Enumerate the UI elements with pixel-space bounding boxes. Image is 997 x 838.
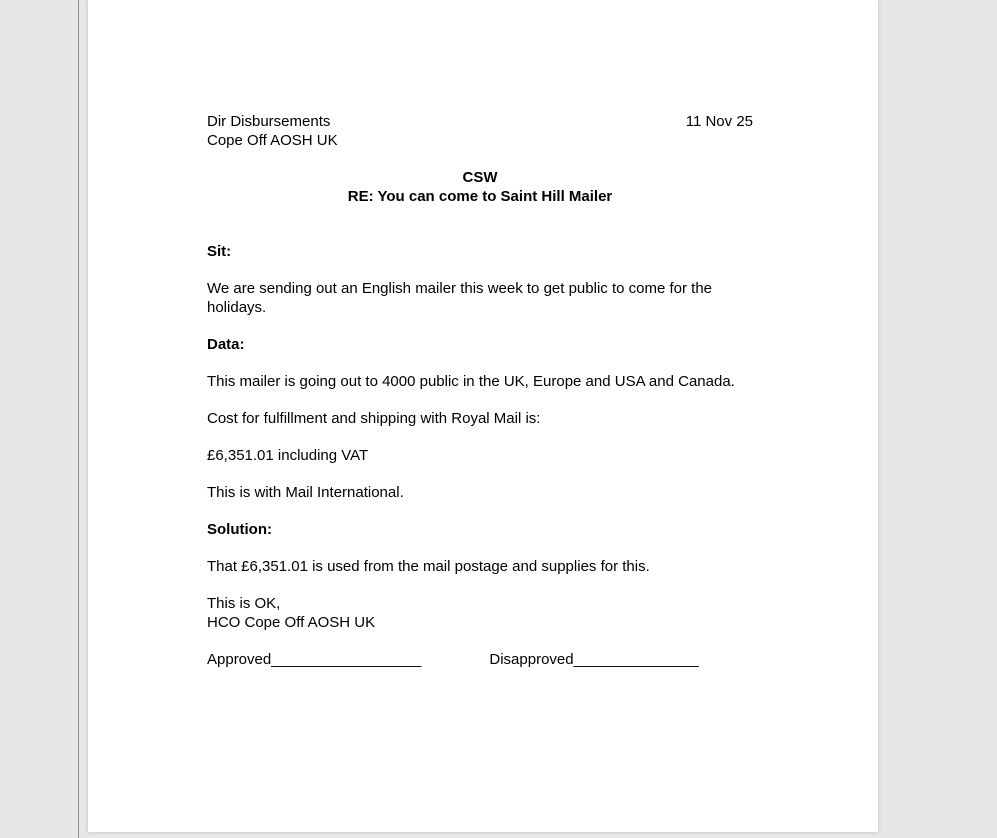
closing-line-1: This is OK, (207, 595, 281, 612)
disapproved-label: Disapproved (489, 651, 574, 668)
memo-title (207, 168, 753, 206)
closing-block (207, 594, 753, 632)
disapproved-signature-line: _______________ (573, 651, 699, 668)
approved-group (207, 650, 421, 669)
sender-block (207, 112, 338, 150)
memo-header (207, 112, 753, 150)
approved-signature-line: __________________ (271, 651, 422, 668)
body-paragraph: Cost for fulfillment and shipping with Royal Mail is: (207, 410, 541, 427)
body-paragraph: That £6,351.01 is used from the mail postage and supplies for this. (207, 558, 650, 575)
sender-line-1: Dir Disbursements (207, 113, 331, 130)
memo-title-line-1: CSW (462, 169, 498, 186)
body-paragraph: This mailer is going out to 4000 public in the UK, Europe and USA and Canada. (207, 373, 735, 390)
memo-date: 11 Nov 25 (685, 113, 753, 130)
approved-label: Approved (207, 651, 272, 668)
body-paragraph: £6,351.01 including VAT (207, 447, 369, 464)
body-paragraph: This is with Mail International. (207, 484, 404, 501)
section-heading-data: Data: (207, 336, 245, 353)
disapproved-group (489, 650, 698, 669)
section-heading-sit: Sit: (207, 243, 232, 260)
body-paragraph: We are sending out an English mailer this week to get public to come for the holidays. (207, 280, 712, 316)
closing-line-2: HCO Cope Off AOSH UK (207, 614, 376, 631)
document-page (88, 0, 878, 832)
left-margin-rule (78, 0, 79, 838)
memo-title-line-2: RE: You can come to Saint Hill Mailer (347, 188, 613, 205)
signature-row (207, 650, 753, 669)
section-heading-solution: Solution: (207, 521, 272, 538)
document-content (207, 112, 753, 669)
sender-line-2: Cope Off AOSH UK (207, 132, 338, 149)
